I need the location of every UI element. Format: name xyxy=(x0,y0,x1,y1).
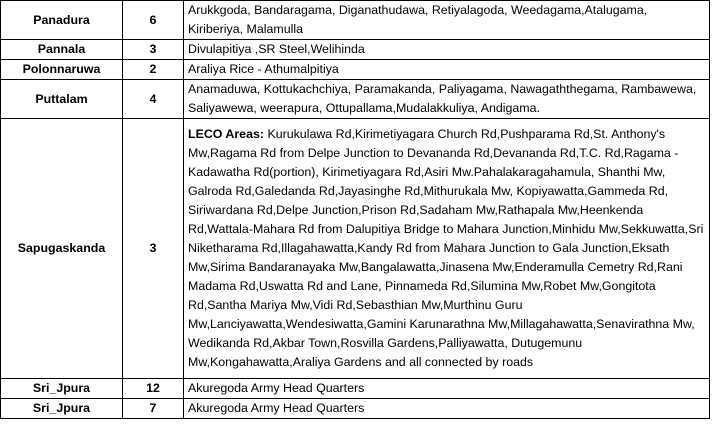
station-cell: Polonnaruwa xyxy=(1,60,123,80)
station-cell: Pannala xyxy=(1,40,123,60)
table-row xyxy=(1,60,710,80)
leco-areas-label: LECO Areas: xyxy=(188,127,264,141)
areas-cell: Araliya Rice - Athumalpitiya xyxy=(184,60,710,80)
count-cell: 4 xyxy=(123,80,184,119)
areas-cell xyxy=(184,119,710,379)
station-cell: Sapugaskanda xyxy=(1,119,123,379)
table-row xyxy=(1,40,710,60)
count-cell: 3 xyxy=(123,40,184,60)
count-cell: 6 xyxy=(123,1,184,40)
station-cell: Sri_Jpura xyxy=(1,379,123,399)
count-cell: 3 xyxy=(123,119,184,379)
areas-cell: Akuregoda Army Head Quarters xyxy=(184,399,710,419)
leco-areas-list: Kurukulawa Rd,Kirimetiyagara Church Rd,Pushparama Rd,St. Anthony's Mw,Ragama Rd from Delpe Junction to Devananda Rd,Devananda Rd,T.C. Rd,Ragama - Kadawatha Rd(portion), Kirimetiyagara Rd,Asiri Mw.Pahalakaragahamula, Shanthi Mw, Galroda Rd,Galedanda Rd,Jayasinghe Rd,Mithurukala Mw, Kopiyawatta,Gammeda Rd, Siriwardana Rd,Delpe Junction,Prison Rd,Sadaham Mw,Rathapala Mw,Heenkenda Rd,Wattala-Mahara Rd from Dalupitiya Bridge to Mahara Junction,Minhidu Mw,Sekkuwatta,Sri Niketharama Rd,Illagahawatta,Kandy Rd from Mahara Junction to Gala Junction,Eksath Mw,Sirima Bandaranayaka Mw,Bangalawatta,Jinasena Mw,Enderamulla Cemetry Rd,Rani Madama Rd,Uswatta Rd and Lane, Pinnameda Rd,Silumina Mw,Robet Mw,Gongitota Rd,Santha Mariya Mw,Vidi Rd,Sebasthian Mw,Murthinu Guru Mw,Lanciyawatta,Wendesiwatta,Gamini Karunarathna Mw,Millagahawatta,Senavirathna Mw, Wedikanda Rd,Akbar Town,Rosvilla Gardens,Palliyawatta, Dutugemunu Mw,Kongahawatta,Araliya Gardens and all connected by roads xyxy=(188,127,704,369)
station-cell: Panadura xyxy=(1,1,123,40)
table-row xyxy=(1,399,710,419)
station-cell: Sri_Jpura xyxy=(1,399,123,419)
table-row xyxy=(1,1,710,40)
areas-cell: Akuregoda Army Head Quarters xyxy=(184,379,710,399)
table-row xyxy=(1,379,710,399)
areas-cell: Arukkgoda, Bandaragama, Diganathudawa, Retiyalagoda, Weedagama,Atalugama, Kiriberiya, Malamulla xyxy=(184,1,710,40)
table-row xyxy=(1,119,710,379)
table-row xyxy=(1,80,710,119)
areas-cell: Anamaduwa, Kottukachchiya, Paramakanda, Paliyagama, Nawagaththegama, Rambawewa, Saliyawewa, weerapura, Ottupallama,Mudalakkuliya, Andigama. xyxy=(184,80,710,119)
areas-cell: Divulapitiya ,SR Steel,Welihinda xyxy=(184,40,710,60)
count-cell: 12 xyxy=(123,379,184,399)
count-cell: 2 xyxy=(123,60,184,80)
station-cell: Puttalam xyxy=(1,80,123,119)
count-cell: 7 xyxy=(123,399,184,419)
